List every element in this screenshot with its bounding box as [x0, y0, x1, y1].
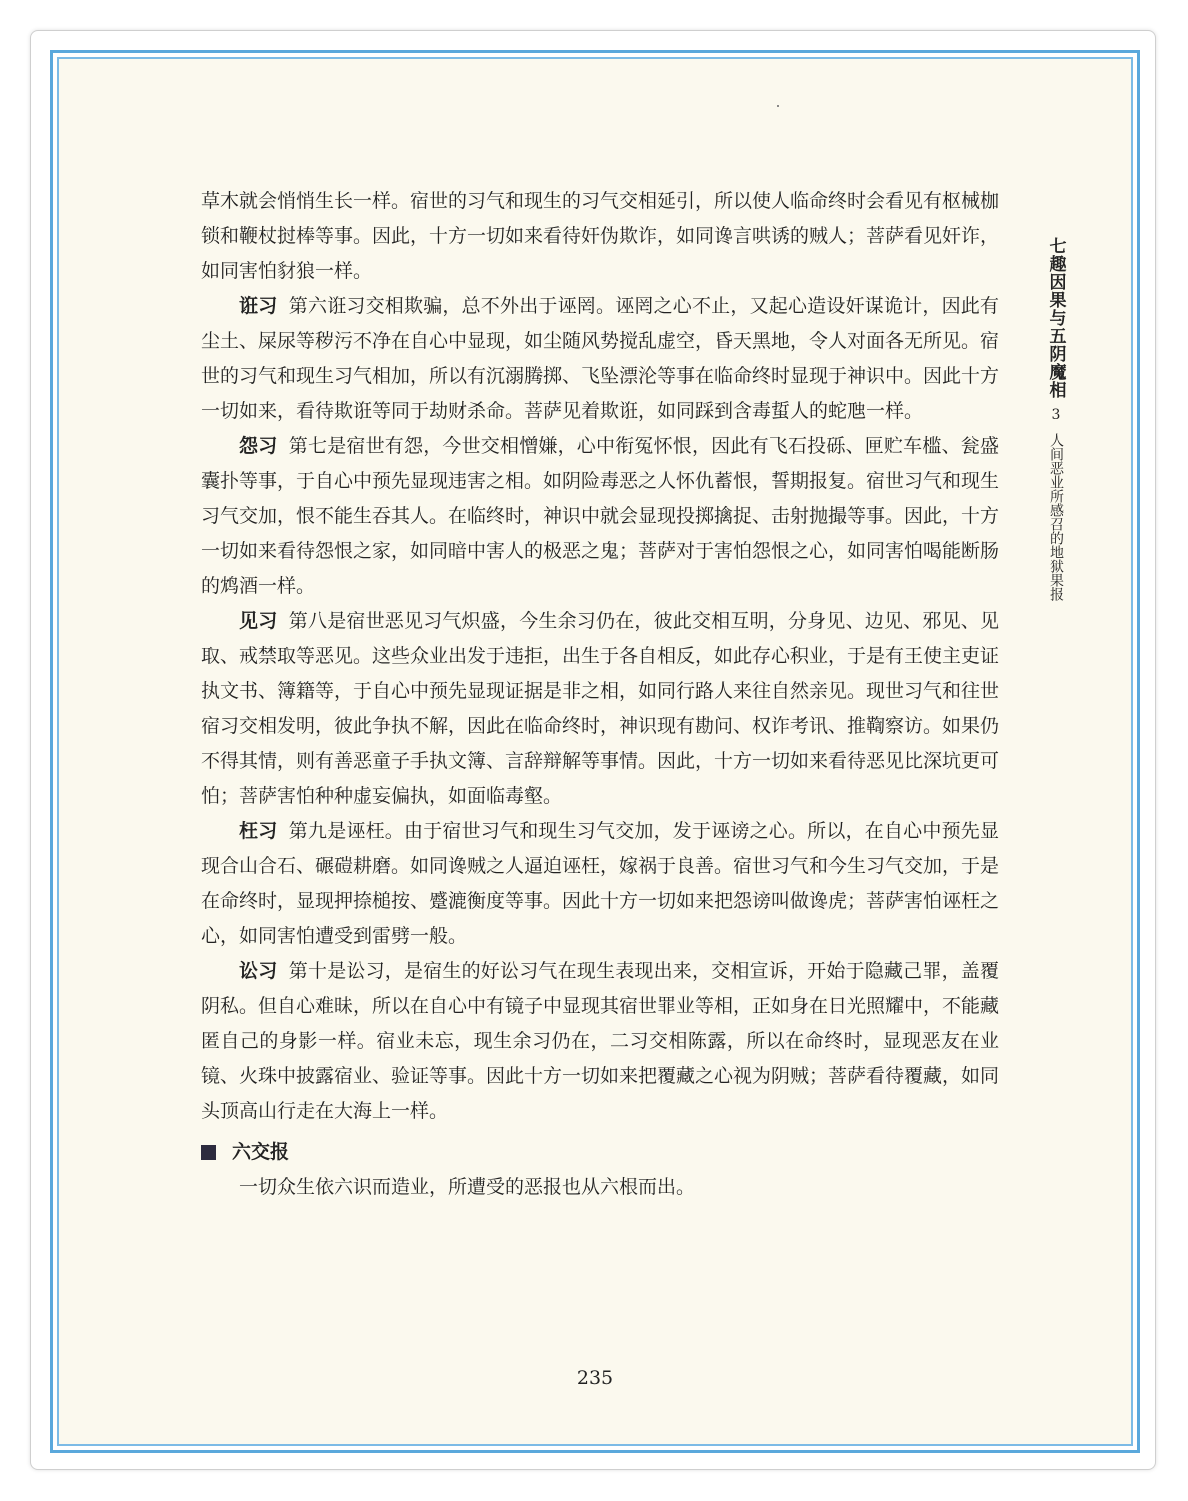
- paragraph-term: 诳习: [239, 295, 278, 317]
- paragraph-text: 第六诳习交相欺骗，总不外出于诬罔。诬罔之心不止，又起心造设奸谋诡计，因此有尘土、屎尿等秽污不净在自心中显现，如尘随风势搅乱虚空，昏天黑地，令人对面各无所见。宿世的习气和现生习气相加，所以有沉溺腾掷、飞坠漂沦等事在临命终时显现于神识中。因此十方一切如来，看待欺诳等同于劫财杀命。菩萨见着欺诳，如同踩到含毒蜇人的蛇虺一样。: [201, 295, 1000, 422]
- paragraph-song-xi: [201, 954, 999, 1129]
- running-head-title: 七趣因果与五阴魔相: [1045, 237, 1066, 399]
- paragraph-term: 讼习: [239, 960, 278, 982]
- running-head-number: 3: [1051, 407, 1061, 423]
- paragraph-kuang-xi: [201, 289, 999, 429]
- paragraph-term: 枉习: [239, 820, 278, 842]
- paragraph-text: 第七是宿世有怨，今世交相憎嫌，心中衔冤怀恨，因此有飞石投砾、匣贮车槛、瓮盛囊扑等事，于自心中预先显现违害之相。如阴险毒恶之人怀仇蓄恨，誓期报复。宿世习气和现生习气交加，恨不能生吞其人。在临终时，神识中就会显现投掷擒捉、击射抛撮等事。因此，十方一切如来看待怨恨之家，如同暗中害人的极恶之鬼；菩萨对于害怕怨恨之心，如同害怕喝能断肠的鸩酒一样。: [201, 435, 1000, 597]
- paragraph-continued: [201, 184, 999, 289]
- book-page: [57, 57, 1133, 1446]
- paragraph-text: 一切众生依六识而造业，所遭受的恶报也从六根而出。: [239, 1176, 696, 1198]
- paragraph-term: 见习: [239, 610, 278, 632]
- paragraph-text: 第八是宿世恶见习气炽盛，今生余习仍在，彼此交相互明，分身见、边见、邪见、见取、戒禁取等恶见。这些众业出发于违拒，出生于各自相反，如此存心积业，于是有王使主吏证执文书、簿籍等，于自心中预先显现证据是非之相，如同行路人来往自然亲见。现世习气和往世宿习交相发明，彼此争执不解，因此在临命终时，神识现有勘问、权诈考讯、推鞫察访。如果仍不得其情，则有善恶童子手执文簿、言辞辩解等事情。因此，十方一切如来看待恶见比深坑更可怕；菩萨害怕种种虚妄偏执，如面临毒壑。: [201, 610, 1000, 807]
- square-icon: [201, 1145, 216, 1160]
- paragraph-term: 怨习: [239, 435, 278, 457]
- paragraph-text: 第十是讼习，是宿生的好讼习气在现生表现出来，交相宣诉，开始于隐藏己罪，盖覆阴私。但自心难昧，所以在自心中有镜子中显现其宿世罪业等相，正如身在日光照耀中，不能藏匿自己的身影一样。宿业未忘，现生余习仍在，二习交相陈露，所以在命终时，显现恶友在业镜、火珠中披露宿业、验证等事。因此十方一切如来把覆藏之心视为阴贼；菩萨看待覆藏，如同头顶高山行走在大海上一样。: [201, 960, 1000, 1122]
- section-heading-text: 六交报: [232, 1141, 290, 1163]
- paragraph-jian-xi: [201, 604, 999, 814]
- paragraph-text: 第九是诬枉。由于宿世习气和现生习气交加，发于诬谤之心。所以，在自心中预先显现合山合石、碾磑耕磨。如同谗贼之人逼迫诬枉，嫁祸于良善。宿世习气和今生习气交加，于是在命终时，显现押捺槌按、蹙漉衡度等事。因此十方一切如来把怨谤叫做谗虎；菩萨害怕诬枉之心，如同害怕遭受到雷劈一般。: [201, 820, 1000, 947]
- page-number: 235: [576, 1367, 614, 1389]
- scan-speck: [777, 105, 779, 107]
- running-head-subtitle: 人间恶业所感召的地狱果报: [1048, 433, 1064, 601]
- running-head: [1043, 237, 1069, 601]
- paragraph-wang-xi: [201, 814, 999, 954]
- section-heading: [201, 1135, 999, 1170]
- section-paragraph: [201, 1170, 999, 1205]
- paragraph-yuan-xi: [201, 429, 999, 604]
- body-text: [201, 184, 999, 1205]
- paragraph-text: 草木就会悄悄生长一样。宿世的习气和现生的习气交相延引，所以使人临命终时会看见有枢械枷锁和鞭杖挝棒等事。因此，十方一切如来看待奸伪欺诈，如同谗言哄诱的贼人；菩萨看见奸诈，如同害怕豺狼一样。: [201, 190, 1000, 282]
